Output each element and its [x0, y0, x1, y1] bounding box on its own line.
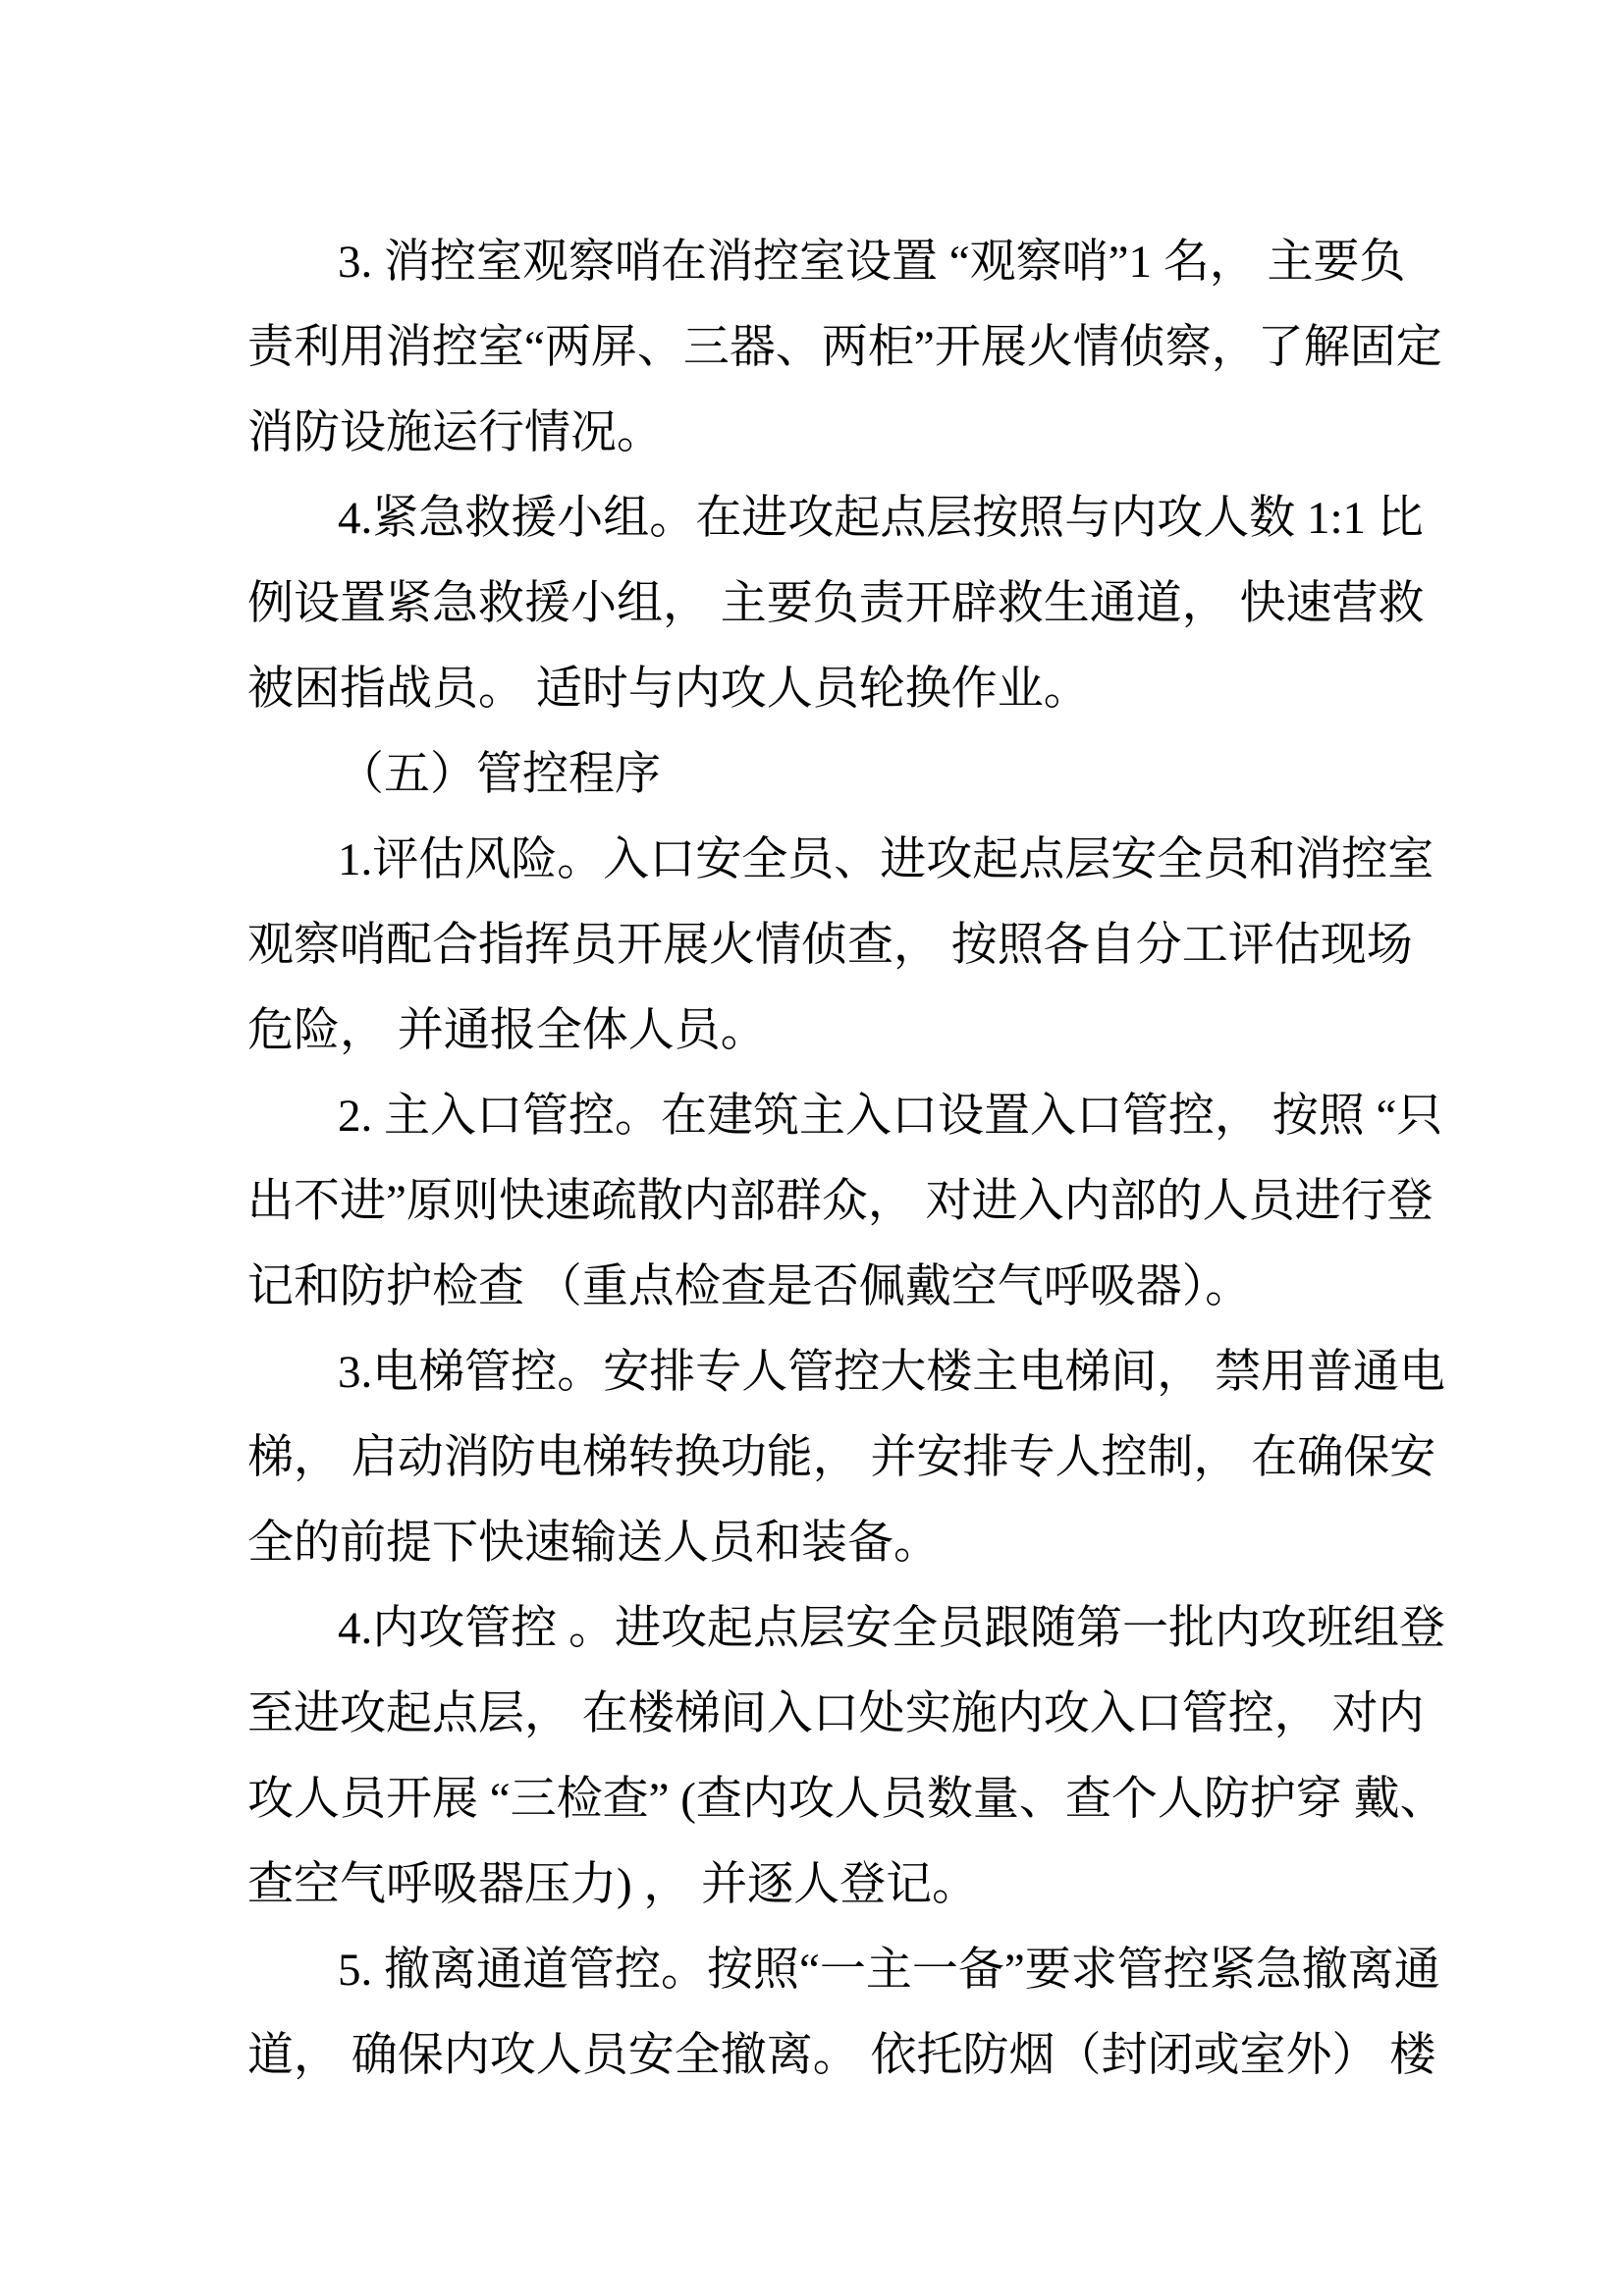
- text-line: 4.紧急救援小组。在进攻起点层按照与内攻人数 1:1 比: [338, 493, 1424, 544]
- text-line: 出不进”原则快速疏散内部群众， 对进入内部的人员进行登: [247, 1176, 1434, 1227]
- text-line: 例设置紧急救援小组， 主要负责开辟救生通道， 快速营救: [247, 578, 1425, 629]
- text-line: 记和防护检查 （重点检查是否佩戴空气呼吸器）。: [247, 1261, 1252, 1312]
- text-line: 1.评估风险。入口安全员、进攻起点层安全员和消控室: [338, 834, 1434, 885]
- text-line: 责利用消控室“两屏、三器、两柜”开展火情侦察，了解固定: [247, 322, 1442, 373]
- paragraph: [247, 476, 1425, 732]
- text-line: 梯， 启动消防电梯转换功能， 并安排专人控制， 在确保安: [247, 1432, 1436, 1483]
- text-line: 攻人员开展 “三检查” (查内攻人员数量、查个人防护穿 戴、: [247, 1774, 1446, 1825]
- paragraph: [247, 1330, 1445, 1586]
- text-line: 道， 确保内攻人员安全撤离。 依托防烟（封闭或室外） 楼: [247, 2030, 1436, 2081]
- paragraph: [247, 1586, 1446, 1928]
- paragraph: [247, 818, 1434, 1074]
- text-line: 全的前提下快速输送人员和装备。: [247, 1518, 940, 1569]
- paragraph: [247, 1074, 1443, 1330]
- text-line: 消防设施运行情况。: [247, 407, 663, 458]
- text-line: 被困指战员。 适时与内攻人员轮换作业。: [247, 664, 1090, 715]
- text-line: （五）管控程序: [338, 749, 661, 800]
- text-line: 3. 消控室观察哨在消控室设置 “观察哨”1 名， 主要负: [338, 237, 1406, 288]
- text-line: 5. 撤离通道管控。按照“一主一备”要求管控紧急撤离通: [338, 1945, 1440, 1996]
- text-line: 至进攻起点层， 在楼梯间入口处实施内攻入口管控， 对内: [247, 1688, 1425, 1739]
- section-heading: [247, 732, 1386, 818]
- text-line: 4.内攻管控 。进攻起点层安全员跟随第一批内攻班组登: [338, 1603, 1445, 1654]
- text-line: 3.电梯管控。安排专人管控大楼主电梯间， 禁用普通电: [338, 1347, 1445, 1398]
- text-line: 查空气呼吸器压力) ， 并逐人登记。: [247, 1859, 979, 1910]
- paragraph: [247, 220, 1442, 476]
- text-line: 观察哨配合指挥员开展火情侦查， 按照各自分工评估现场: [247, 920, 1413, 971]
- text-line: 2. 主入口管控。在建筑主入口设置入口管控， 按照 “只: [338, 1091, 1443, 1142]
- paragraph: [247, 1928, 1440, 2099]
- text-line: 危险， 并通报全体人员。: [247, 1005, 767, 1056]
- document-page: [247, 220, 1446, 2099]
